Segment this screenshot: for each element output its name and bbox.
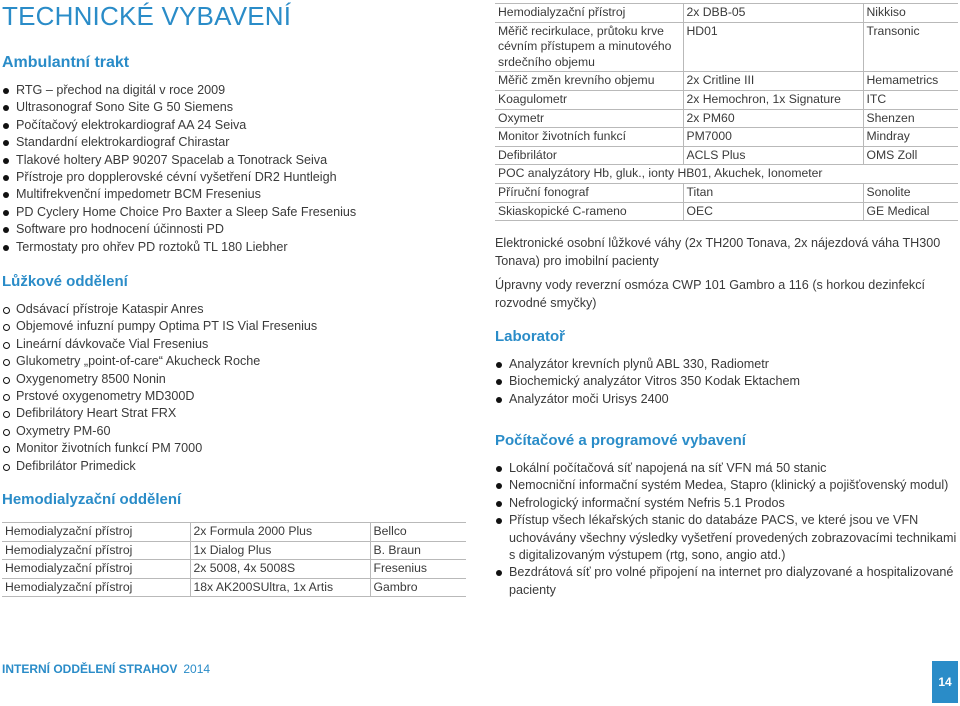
list-item: Prstové oxygenometry MD300D xyxy=(2,388,317,405)
list-item: Biochemický analyzátor Vitros 350 Kodak Ektachem xyxy=(495,373,800,390)
table-row xyxy=(2,541,466,560)
table-row xyxy=(495,165,958,184)
scales-paragraph: Elektronické osobní lůžkové váhy (2x TH200 Tonava, 2x nájezdová váha TH300 Tonava) pro imobilní pacienty xyxy=(495,236,941,268)
table-row xyxy=(495,128,958,147)
list-item: Oxymetry PM-60 xyxy=(2,423,317,440)
list-item: Analyzátor moči Urisys 2400 xyxy=(495,391,800,408)
table-row xyxy=(495,183,958,202)
equipment-table xyxy=(495,3,958,221)
hemo-heading: Hemodialyzační oddělení xyxy=(2,491,182,508)
table-row xyxy=(495,22,958,72)
list-item: Nefrologický informační systém Nefris 5.1 Prodos xyxy=(495,495,960,512)
table-cell: 2x 5008, 4x 5008S xyxy=(190,560,370,579)
table-row xyxy=(495,72,958,91)
table-cell: Hemodialyzační přístroj xyxy=(2,541,190,560)
page-title: TECHNICKÉ VYBAVENÍ xyxy=(2,1,292,31)
table-cell: HD01 xyxy=(683,22,863,72)
table-cell: Gambro xyxy=(370,578,466,597)
table-row xyxy=(495,202,958,221)
list-item: Ultrasonograf Sono Site G 50 Siemens xyxy=(2,99,356,116)
computer-heading: Počítačové a programové vybavení xyxy=(495,432,746,449)
list-item: Lokální počítačová síť napojená na síť VFN má 50 stanic xyxy=(495,460,960,477)
table-row xyxy=(495,4,958,23)
table-cell: Fresenius xyxy=(370,560,466,579)
table-cell: PM7000 xyxy=(683,128,863,147)
table-cell: OEC xyxy=(683,202,863,221)
beds-list xyxy=(2,301,317,475)
list-item: Defibrilátory Heart Strat FRX xyxy=(2,405,317,422)
table-cell: GE Medical xyxy=(863,202,958,221)
water-paragraph: Úpravny vody reverzní osmóza CWP 101 Gambro a 116 (s horkou dezinfekcí rozvodné smyčky) xyxy=(495,278,926,310)
table-cell: Nikkiso xyxy=(863,4,958,23)
hemo-table xyxy=(2,522,466,597)
table-cell: Měřič změn krevního objemu xyxy=(495,72,683,91)
table-cell: 2x Critline III xyxy=(683,72,863,91)
footer-year: 2014 xyxy=(183,662,211,676)
list-item: Termostaty pro ohřev PD roztoků TL 180 Liebher xyxy=(2,239,356,256)
table-cell: Příruční fonograf xyxy=(495,183,683,202)
list-item: Multifrekvenční impedometr BCM Fresenius xyxy=(2,186,356,203)
page-number: 14 xyxy=(932,661,958,703)
table-cell: Defibrilátor xyxy=(495,146,683,165)
table-cell: Transonic xyxy=(863,22,958,72)
table-cell: Hemodialyzační přístroj xyxy=(495,4,683,23)
table-cell: Měřič recirkulace, průtoku krve cévním přístupem a minutového srdečního objemu xyxy=(495,22,683,72)
table-cell: Koagulometr xyxy=(495,90,683,109)
table-cell: Skiaskopické C-rameno xyxy=(495,202,683,221)
list-item: Software pro hodnocení účinnosti PD xyxy=(2,221,356,238)
list-item: Bezdrátová síť pro volné připojení na internet pro dialyzované a hospitalizované pacienty xyxy=(495,564,960,599)
table-cell: Mindray xyxy=(863,128,958,147)
table-cell: Titan xyxy=(683,183,863,202)
table-cell: ITC xyxy=(863,90,958,109)
list-item: RTG – přechod na digitál v roce 2009 xyxy=(2,82,356,99)
ambulant-list xyxy=(2,82,356,256)
table-cell: Hemodialyzační přístroj xyxy=(2,560,190,579)
lab-list xyxy=(495,356,800,408)
table-row xyxy=(495,109,958,128)
table-cell: ACLS Plus xyxy=(683,146,863,165)
table-row xyxy=(2,523,466,542)
table-cell: Monitor životních funkcí xyxy=(495,128,683,147)
list-item: Tlakové holtery ABP 90207 Spacelab a Tonotrack Seiva xyxy=(2,152,356,169)
table-cell: OMS Zoll xyxy=(863,146,958,165)
list-item: Lineární dávkovače Vial Fresenius xyxy=(2,336,317,353)
list-item: PD Cyclery Home Choice Pro Baxter a Sleep Safe Fresenius xyxy=(2,204,356,221)
table-cell: POC analyzátory Hb, gluk., ionty HB01, Akuchek, Ionometer xyxy=(495,165,958,184)
list-item: Monitor životních funkcí PM 7000 xyxy=(2,440,317,457)
table-cell: 1x Dialog Plus xyxy=(190,541,370,560)
table-cell: 2x DBB-05 xyxy=(683,4,863,23)
table-row xyxy=(2,560,466,579)
table-cell: Shenzen xyxy=(863,109,958,128)
list-item: Standardní elektrokardiograf Chirastar xyxy=(2,134,356,151)
computer-list xyxy=(495,460,960,599)
table-cell: Bellco xyxy=(370,523,466,542)
list-item: Analyzátor krevních plynů ABL 330, Radiometr xyxy=(495,356,800,373)
table-row xyxy=(2,578,466,597)
table-cell: B. Braun xyxy=(370,541,466,560)
table-cell: Hemodialyzační přístroj xyxy=(2,578,190,597)
footer xyxy=(2,662,210,676)
list-item: Nemocniční informační systém Medea, Stapro (klinický a pojišťovenský modul) xyxy=(495,477,960,494)
beds-heading: Lůžkové oddělení xyxy=(2,273,128,290)
lab-heading: Laboratoř xyxy=(495,328,566,345)
table-row xyxy=(495,146,958,165)
table-cell: 18x AK200SUltra, 1x Artis xyxy=(190,578,370,597)
list-item: Odsávací přístroje Kataspir Anres xyxy=(2,301,317,318)
list-item: Objemové infuzní pumpy Optima PT IS Vial Fresenius xyxy=(2,318,317,335)
table-cell: 2x Formula 2000 Plus xyxy=(190,523,370,542)
table-cell: 2x PM60 xyxy=(683,109,863,128)
table-cell: Hemametrics xyxy=(863,72,958,91)
table-cell: 2x Hemochron, 1x Signature xyxy=(683,90,863,109)
table-cell: Oxymetr xyxy=(495,109,683,128)
list-item: Defibrilátor Primedick xyxy=(2,458,317,475)
ambulant-heading: Ambulantní trakt xyxy=(2,54,130,71)
list-item: Přístup všech lékařských stanic do databáze PACS, ve které jsou ve VFN uchovávány všechny výsledky vyšetření provedených zobrazovacími technikami s digitalizovaným výstupem (rtg, sono, angio atd.) xyxy=(495,512,960,564)
footer-label: INTERNÍ ODDĚLENÍ STRAHOV xyxy=(2,662,178,676)
table-cell: Sonolite xyxy=(863,183,958,202)
table-cell: Hemodialyzační přístroj xyxy=(2,523,190,542)
table-row xyxy=(495,90,958,109)
list-item: Přístroje pro dopplerovské cévní vyšetření DR2 Huntleigh xyxy=(2,169,356,186)
list-item: Počítačový elektrokardiograf AA 24 Seiva xyxy=(2,117,356,134)
list-item: Glukometry „point-of-care“ Akucheck Roche xyxy=(2,353,317,370)
list-item: Oxygenometry 8500 Nonin xyxy=(2,371,317,388)
